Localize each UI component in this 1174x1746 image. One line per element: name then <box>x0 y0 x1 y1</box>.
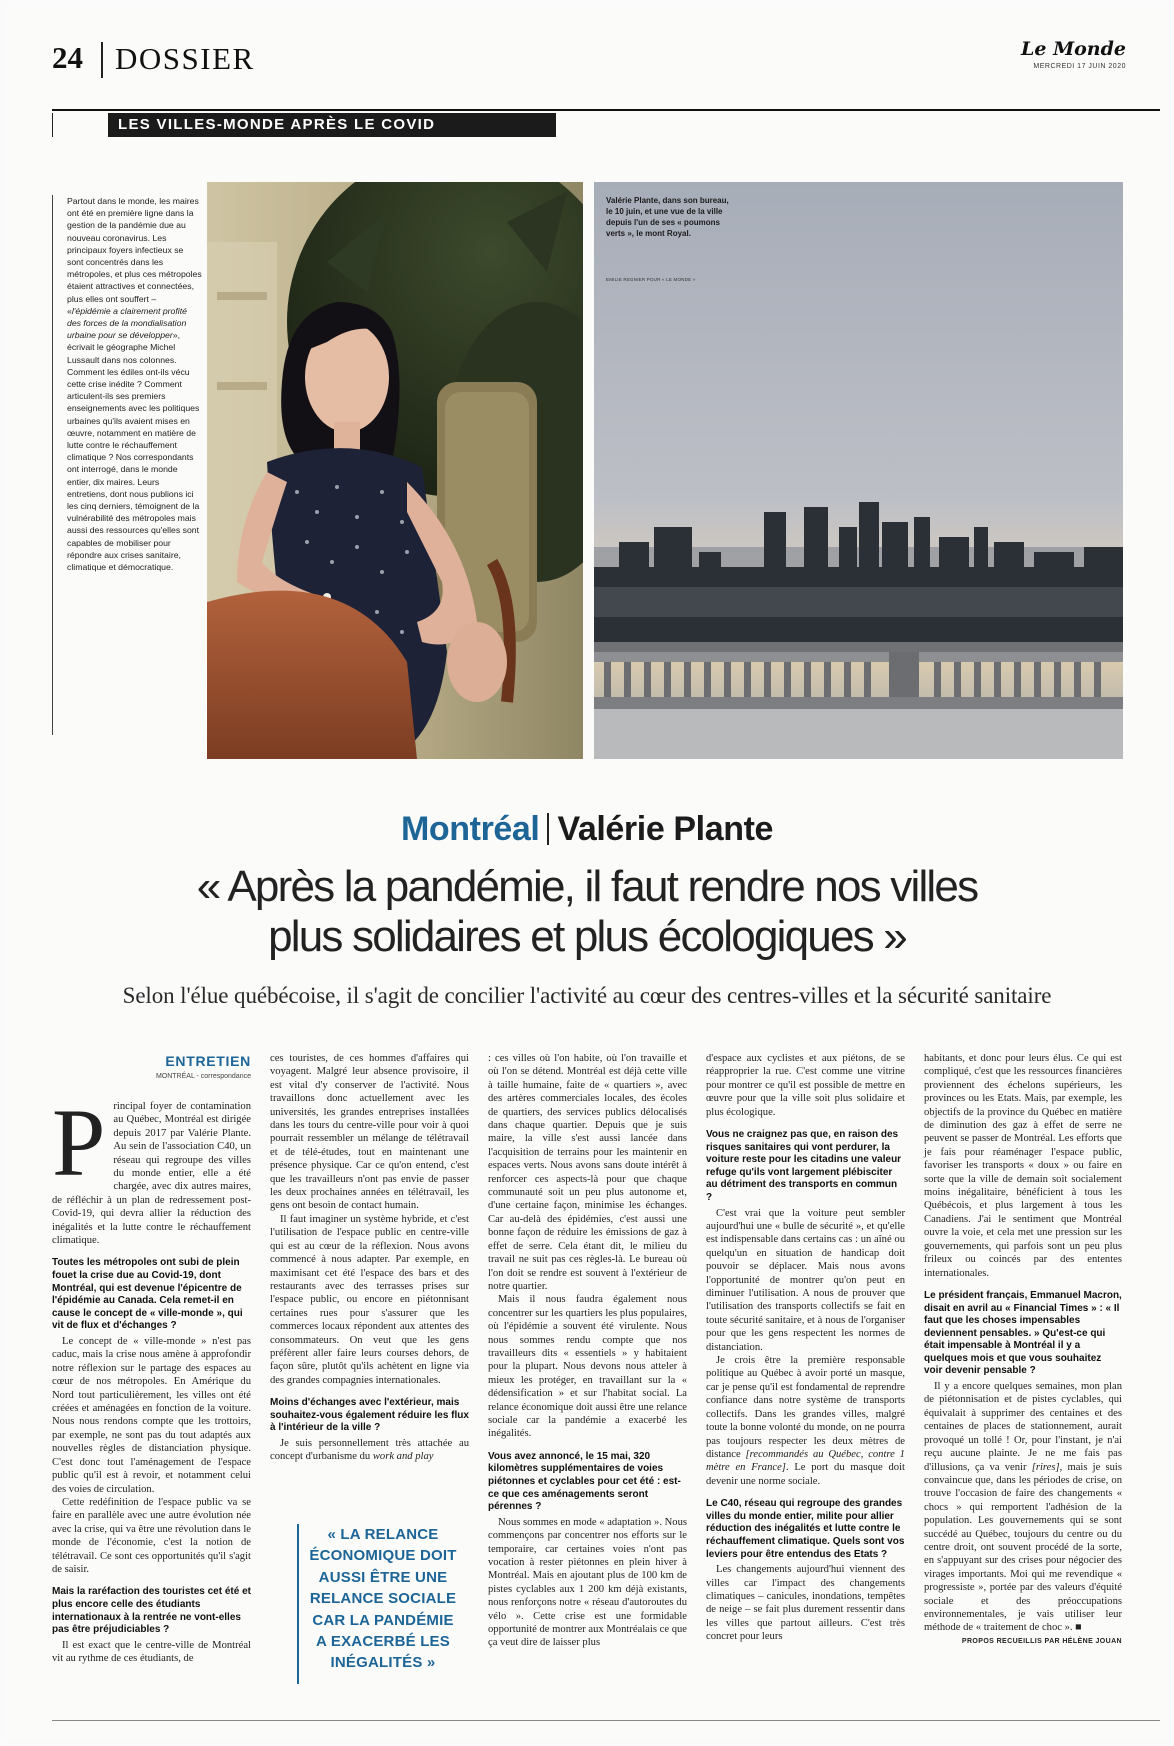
article-tag: ENTRETIEN <box>165 1053 251 1069</box>
portrait-photo <box>207 182 583 759</box>
column-4 <box>706 1052 905 1644</box>
answer-paragraph: Mais il nous faudra également nous concentrer sur les quartiers les plus populaires, où l'épidémie a souvent été virulente. Nous nous sommes rendu compte que nos travailleurs dits « essentiels » y habitaient pour la plupart. Nous devons nous atteler à mieux les protéger, en travaillant sur la « dédensification » et sur l'habitat social. La relance économique doit aussi être une relance sociale car la pandémie a exacerbé les inégalités. <box>488 1294 687 1440</box>
question-2: Mais la raréfaction des touristes cet été et plus encore celle des étudiants internationaux à la rentrée ne vont-elles pas être préjudiciables ? <box>52 1586 251 1636</box>
section-title: DOSSIER <box>115 41 255 76</box>
pull-quote: « LA RELANCE ÉCONOMIQUE DOIT AUSSI ÊTRE UNE RELANCE SOCIALE CAR LA PANDÉMIE A EXACERBÉ LES INÉGALITÉS » <box>297 1524 457 1684</box>
headline-quote <box>0 862 1174 962</box>
issue-date: MERCREDI 17 JUIN 2020 <box>1033 63 1126 70</box>
question-6: Le C40, réseau qui regroupe des grandes villes du monde entier, milite pour allier réduction des inégalités et lutte contre le réchauffement climatique. Quels sont vos leviers pour être entendus des Etats ? <box>706 1498 905 1560</box>
page-number: 24 <box>52 40 83 75</box>
header-rule <box>52 109 1160 111</box>
answer-paragraph: : ces villes où l'on habite, où l'on travaille et où l'on se détend. Montréal est déjà cette ville à taille humaine, faite de « quartiers », avec des artères commerciales locales, des écoles de quartiers, des services publics délocalisés dans chaque quartier. Depuis que je suis maire, la ville s'est aussi lancée dans l'acquisition de terrains pour les maintenir en espaces verts. Nous avons sans doute intérêt à renforcer ces aspects-là pour que chaque communauté soit un peu plus autonome et, d'une certaine façon, minimise les échanges. Car au-delà des épidémies, c'est aussi une bonne façon de réduire les émissions de gaz à effet de serre. Cela étant dit, le milieu du travail ne suit pas ces règles-là. Le bureau où l'on doit se rendre est souvent à l'extérieur de notre quartier. <box>488 1053 687 1292</box>
column-5 <box>924 1052 1122 1648</box>
city-name: Montréal <box>400 810 540 848</box>
question-4: Vous avez annoncé, le 15 mai, 320 kilomètres supplémentaires de voies piétonnes et cyclables pour cet été : est-ce que ces aménagements seront pérennes ? <box>488 1450 681 1513</box>
headline-line-2: plus solidaires et plus écologiques » <box>268 912 906 961</box>
answer-paragraph: Je suis personnellement très attachée au concept d'urbanisme du work and play <box>270 1437 469 1463</box>
headline-label <box>0 810 1174 849</box>
answer-paragraph: d'espace aux cyclistes et aux piétons, de se réapproprier la rue. C'est comme une vitrine pour montrer ce qu'il est possible de mettre en œuvre pour que la ville soit plus solidaire et plus écologique. <box>706 1053 905 1118</box>
intro-quote: l'épidémie a clairement profité des forces de la mondialisation urbaine pour se développer <box>67 305 187 341</box>
skyline-illustration <box>594 182 1123 759</box>
portrait-illustration <box>207 182 583 759</box>
headline-line-1: « Après la pandémie, il faut rendre nos villes <box>196 862 978 911</box>
header-separator <box>101 42 103 78</box>
lead-paragraph: Principal foyer de contamination au Québec, Montréal est dirigée depuis 2017 par Valérie Plante. Au sein de l'association C40, un réseau qui regroupe des villes du monde entier, elle a été chargée, avec dix autres maires, de réfléchir à un plan de redressement post-Covid-19, qui devra allier la réduction des inégalités et la lutte contre le réchauffement climatique. <box>52 1089 251 1247</box>
photo-caption: Valérie Plante, dans son bureau, le 10 juin, et une vue de la ville depuis l'un de ses « poumons verts », le mont Royal. <box>606 196 729 238</box>
answer-paragraph: Nous sommes en mode « adaptation ». Nous commençons par concentrer nos efforts sur le temporaire, car certaines voies n'ont pas vocation à rester piétonnes en plein hiver à Montréal. Mais en ajoutant plus de 100 km de pistes cyclables aux 1 200 km déjà existants, nous renforçons notre « réseau d'autoroutes du vélo ». Cette crise est une formidable opportunité de montrer aux Montréalais ce que ça veut dire de laisser plus <box>488 1516 687 1649</box>
masthead-logo: Le Monde <box>1021 38 1126 60</box>
question-7: Le président français, Emmanuel Macron, disait en avril au « Financial Times » : « Il faut que les choses impensables deviennent pensables. » Qu'est-ce qui était impensable à Montréal il y a quelques mois et que vous souhaitez voir devenir pensable ? <box>924 1289 1122 1377</box>
answer-paragraph: Les changements aujourd'hui viennent des villes car l'impact des changements climatiques – canicules, inondations, tempêtes de neige – se fait plus durement ressentir dans les villes que partout ailleurs. C'est très concret pour leurs <box>706 1564 905 1643</box>
question-1: Toutes les métropoles ont subi de plein fouet la crise due au Covid-19, dont Montréal, qui est devenue l'épicentre de l'épidémie au Canada. Cela remet-il en cause le concept de « ville-monde », qui vit de flux et d'échanges ? <box>52 1257 243 1332</box>
kicker-bracket <box>52 113 108 137</box>
question-5: Vous ne craignez pas que, en raison des risques sanitaires qui vont perdurer, la voiture reste pour les citadins une valeur refuge qu'ils vont largement plébisciter au détriment des transports en commun ? <box>706 1129 902 1203</box>
photo-credit: EMILIE REGNIER POUR « LE MONDE » <box>606 277 696 282</box>
answer-paragraph: Cette redéfinition de l'espace public va se faire en parallèle avec une autre évolution née avec la crise, qui va être une révolution dans le monde de l'économie, c'est la notion de télétravail. Ce sont ces opportunités qu'il s'agit de saisir. <box>52 1496 251 1575</box>
answer-paragraph: habitants, et donc pour leurs élus. Ce qui est compliqué, c'est que les ressources financières proviennent des échelons supérieurs, les provinces ou les Etats. Mais, par exemple, les objectifs de la province du Québec en matière de diminution des gaz à effet de serre ne peuvent se passer de Montréal. Les efforts que je fais pour réaménager l'espace public, favoriser les transports « doux » ou faire en sorte que la ville de demain soit socialement moins inégalitaire, bénéficient à tous les Québécois, et plus largement à tous les Canadiens. J'ai le sentiment que Montréal ouvre la voie, et cela met une pression sur les gouvernements, qui parfois sont un peu plus frileux ou coincés par des ententes internationales. <box>924 1053 1122 1279</box>
drop-cap: P <box>52 1089 106 1196</box>
answer-paragraph: Le concept de « ville-monde » n'est pas caduc, mais la crise nous amène à approfondir notre réflexion sur le partage des espaces au cœur de nos métropoles. En Amérique du Nord tout particulièrement, les villes ont été créées et aménagées en fonction de la voiture. Nous nous rendons compte que les trottoirs, par exemple, ne sont pas du tout adaptés aux nouvelles règles de distanciation physique. C'est donc tout l'aménagement de l'espace public qu'il est à revoir, et notamment celui des voies de circulation. <box>52 1336 251 1495</box>
person-name: Valérie Plante <box>557 810 774 848</box>
answer-paragraph: ces touristes, de ces hommes d'affaires qui voyagent. Malgré leur absence provisoire, il est vital d'y conserver de l'activité. Nous travaillons donc actuellement avec les universités, les grandes entreprises installées dans les tours du centre-ville pour voir à quoi pourrait ressembler un mélange de télétravail et de télé-études, tout en maintenant une présence physique. Car ce qu'on entend, c'est que les travailleurs n'ont pas envie de passer les deux prochaines années en télétravail, les gens ont besoin de contact humain. <box>270 1053 469 1212</box>
author-signature: PROPOS RECUEILLIS PAR HÉLÈNE JOUAN <box>961 1637 1122 1645</box>
bottom-rule <box>52 1720 1160 1721</box>
answer-paragraph: Je crois être la première responsable politique au Québec à avoir porté un masque, car je pense qu'il est fondamental de reprendre confiance dans notre système de transports collectifs. Dans les grandes villes, malgré toute la bonne volonté du monde, on ne pourra pas toujours respecter les deux mètres de distance [recommandés au Québec, contre 1 mètre en France]. Le port du masque doit devenir une norme sociale. <box>706 1355 905 1487</box>
column-3 <box>488 1052 687 1650</box>
intro-part-1: Partout dans le monde, les maires ont été en première ligne dans la gestion de la pandémie due au nouveau coronavirus. Les principaux foyers infectieux se sont concentrés dans les métropoles, et plus ces métropoles étaient attractives et connectées, plus elles ont souffert – « <box>67 196 202 316</box>
answer-paragraph: C'est vrai que la voiture peut sembler aujourd'hui une « bulle de sécurité », et qu'elle est indispensable dans certains cas : un aîné ou quelqu'un en situation de handicap doit pouvoir se déplacer. Mais nous avons l'opportunité de montrer qu'on peut en diminuer l'utilisation. A nous de prouver que l'utilisation des transports collectifs se fait en toute sécurité sanitaire, et à nous de l'organiser pour que les gens respectent les normes de distanciation. <box>706 1207 905 1353</box>
headline-separator <box>547 813 549 845</box>
column-2 <box>270 1052 469 1464</box>
answer-paragraph: Il est exact que le centre-ville de Montréal vit au rythme de ces étudiants, de <box>52 1639 251 1665</box>
intro-text <box>52 195 202 735</box>
answer-paragraph: Il y a encore quelques semaines, mon plan de piétonnisation et de pistes cyclables, qui équivalait à supprimer des centaines et des centaines de places de stationnement, aurait provoqué un tollé ! Or, pour l'instant, je n'ai reçu aucune plainte. Je ne me fais pas d'illusions, ça va venir [rires], mais je suis convaincue que, dans les périodes de crise, on trouve l'occasion de faire des changements « chocs » qui remportent l'adhésion de la population. Les gouvernements qui se sont succédé au Québec, toujours du centre ou du centre droit, ont souvent procédé de la sorte, en s'appuyant sur des crises pour négocier des virages importants. Moi qui me revendique « progressiste », portée par des valeurs d'équité sociale et des préoccupations environnementales, je vais utiliser leur méthode de « traitement de choc ». ■ <box>924 1381 1122 1634</box>
answer-paragraph: Il faut imaginer un système hybride, et c'est l'utilisation de l'espace public en centre-ville qui est au cœur de la réflexion. Nous avons commencé à nous adapter. Par exemple, en maximisant cet été l'espace des bars et des restaurants avec des terrasses prises sur l'espace public, ou encore en piétonnisant certaines rues pour s'assurer que les commerces locaux répondent aux attentes des consommateurs. On veut que les gens préfèrent aller faire leurs courses dehors, de façon sûre, plutôt qu'ils achètent en ligne via des grandes compagnies internationales. <box>270 1213 469 1386</box>
article-dateline: MONTRÉAL - correspondance <box>155 1073 251 1080</box>
skyline-photo <box>594 182 1123 759</box>
question-3: Moins d'échanges avec l'extérieur, mais souhaitez-vous également réduire les flux à l'intérieur de la ville ? <box>270 1397 469 1434</box>
standfirst: Selon l'élue québécoise, il s'agit de concilier l'activité au cœur des centres-villes et la sécurité sanitaire <box>122 983 1052 1008</box>
intro-part-2: », écrivait le géographe Michel Lussault dans nos colonnes. Comment les édiles ont-ils vécu cette crise inédite ? Comment articulent-ils ses premiers enseignements avec les politiques urbaines qu'ils avaient mises en œuvre, notamment en matière de lutte contre le réchauffement climatique ? Nos correspondants ont interrogé, dans le monde entier, dix maires. Leurs entretiens, dont nous publions ici les cinq derniers, témoignent de la vulnérabilité des métropoles mais aussi des ressources qu'elles sont capables de mobiliser pour répondre aux crises sanitaire, climatique et démocratique. <box>67 330 200 573</box>
column-1 <box>52 1089 251 1666</box>
series-kicker: LES VILLES-MONDE APRÈS LE COVID <box>108 113 556 137</box>
